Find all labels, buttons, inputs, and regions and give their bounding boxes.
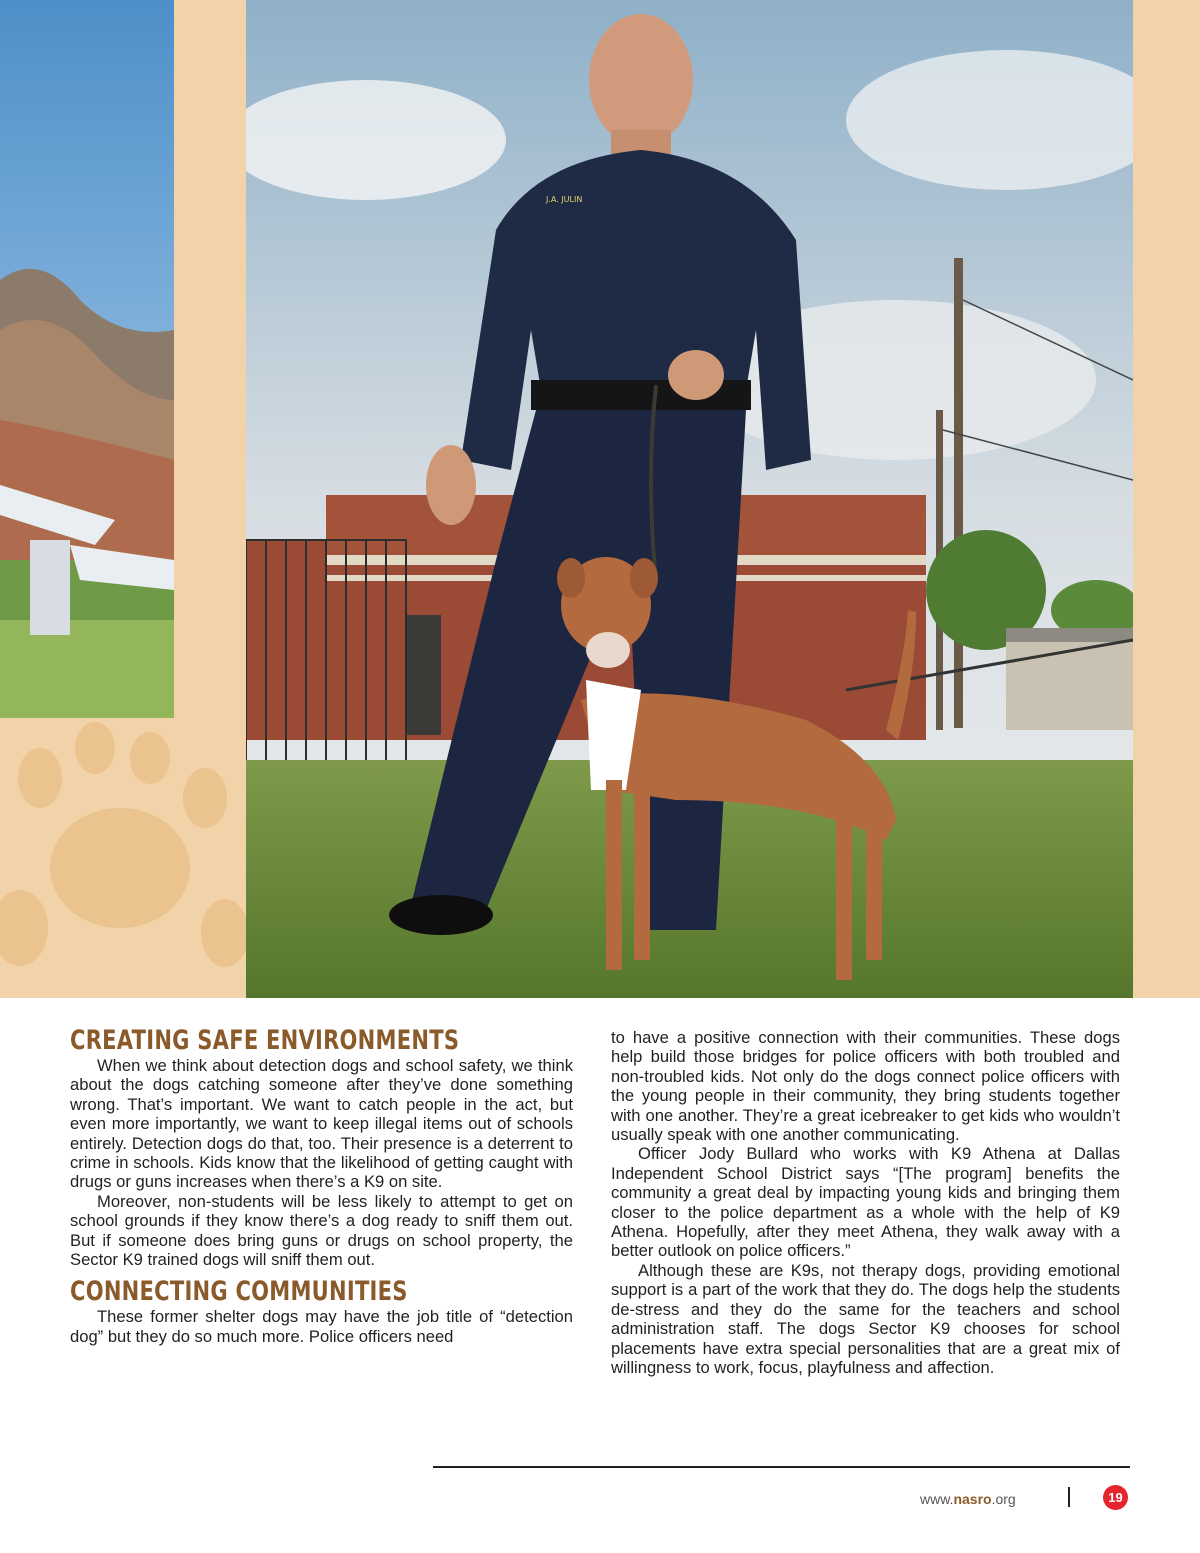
article-right-column	[611, 1028, 1120, 1377]
article-left-column	[70, 1026, 573, 1346]
name-tag: J.A. JULIN	[546, 195, 583, 204]
section-heading-safe-environments: CREATING SAFE ENVIRONMENTS	[70, 1025, 460, 1056]
paragraph: Although these are K9s, not therapy dogs, providing emotional support is a part of the work that they do. The dogs help the students de-stress and they do the same for the teachers and school administration staff. The dogs Sector K9 chooses for school placements have extra special personalities that are a great mix of willingness to work, focus, playfulness and affection.	[611, 1260, 1120, 1377]
paragraph: These former shelter dogs may have the job title of “detection dog” but they do so much more. Police officers need	[70, 1307, 573, 1346]
right-band-strip	[1133, 0, 1200, 998]
footer-rule	[433, 1466, 1130, 1468]
paragraph: Officer Jody Bullard who works with K9 Athena at Dallas Independent School District says “[The program] benefits the community a great deal by impacting young kids and bringing them closer to the police department as a whole with the help of K9 Athena. Hopefully, after they meet Athena, they walk away with a better outlook on police officers.”	[611, 1144, 1120, 1261]
officer-k9-photo	[246, 0, 1133, 998]
footer-divider	[1068, 1487, 1070, 1507]
section-heading-connecting-communities: CONNECTING COMMUNITIES	[70, 1276, 408, 1308]
url-brand: nasro	[953, 1491, 992, 1507]
paw-print-decoration	[0, 718, 246, 998]
footer-url[interactable]	[920, 1491, 1016, 1507]
url-prefix: www.	[920, 1491, 954, 1507]
paragraph: to have a positive connection with their communities. These dogs help build those bridges for police officers with both troubled and non-troubled kids. Not only do the dogs connect police officers with the young people in their community, they bring students together with one another. They’re a great icebreaker to get kids who wouldn’t usually speak with one another communicating.	[611, 1028, 1120, 1145]
paragraph: Moreover, non-students will be less likely to attempt to get on school grounds if they know there’s a dog ready to sniff them out. But if someone does bring guns or drugs on school property, the Sector K9 trained dogs will sniff them out.	[70, 1191, 573, 1270]
page-number-badge: 19	[1103, 1485, 1128, 1510]
left-photo-strip	[0, 0, 174, 718]
paragraph: When we think about detection dogs and school safety, we think about the dogs catching someone after they’ve done something wrong. That’s important. We want to catch people in the act, but even more importantly, we want to keep illegal items out of schools entirely. Detection dogs do that, too. Their presence is a deterrent to crime in schools. Kids know that the likelihood of getting caught with drugs or guns increases when there’s a K9 on site.	[70, 1056, 573, 1192]
url-suffix: .org	[991, 1491, 1016, 1507]
